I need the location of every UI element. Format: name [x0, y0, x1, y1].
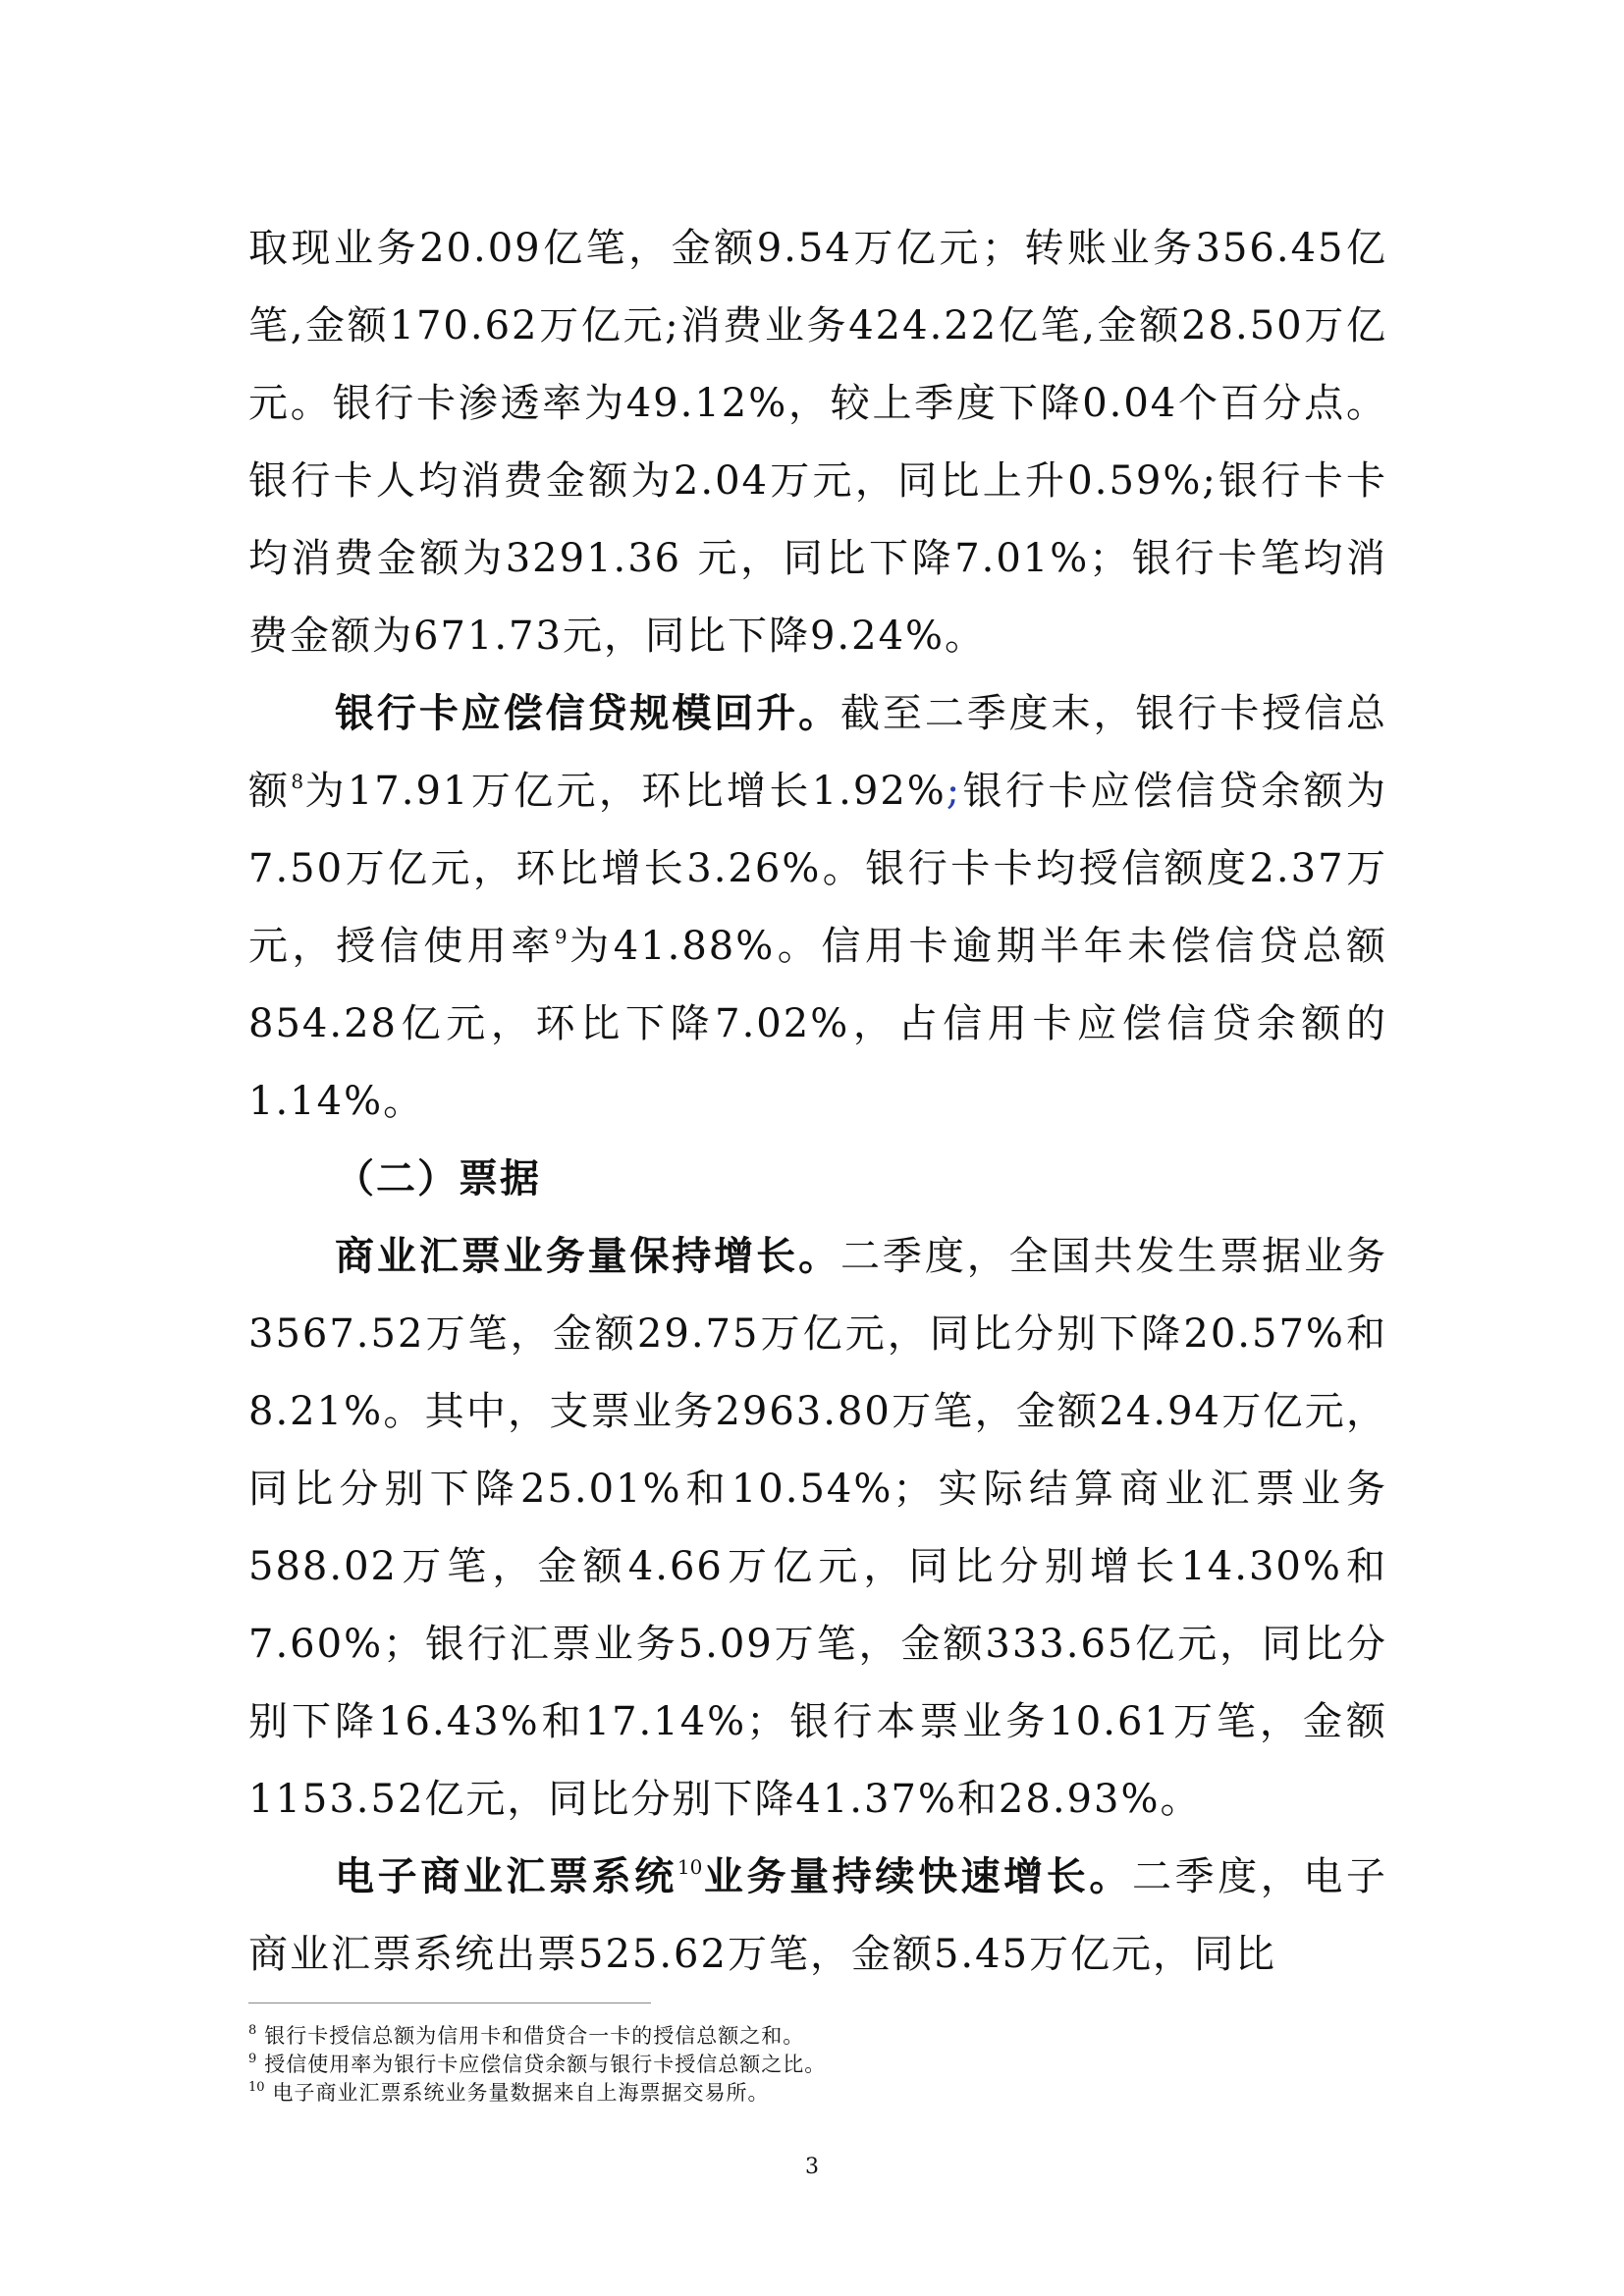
footnote-10 [248, 2079, 1387, 2108]
footnotes [248, 2022, 1387, 2108]
footnote-number: 9 [248, 2052, 257, 2066]
footnote-ref-9[interactable]: 9 [554, 925, 568, 948]
footnote-text: 银行卡授信总额为信用卡和借贷合一卡的授信总额之和。 [264, 2024, 805, 2048]
footnote-number: 8 [248, 2023, 257, 2038]
footnote-number: 10 [248, 2080, 265, 2095]
footnote-9 [248, 2051, 1387, 2079]
paragraph-commercial-bills [248, 1218, 1387, 1839]
paragraph-lead: 银行卡应偿信贷规模回升。 [335, 691, 840, 736]
footnote-8 [248, 2022, 1387, 2051]
paragraph-electronic-bills [248, 1839, 1387, 1994]
paragraph-text: 二季度，电子商业汇票系统出票525.62万笔，金额5.45万亿元，同比 [248, 1854, 1388, 1977]
section-heading: （二）票据 [335, 1156, 541, 1201]
page-number: 3 [805, 2155, 819, 2179]
paragraph-credit-scale [248, 675, 1387, 1141]
footnote-text: 授信使用率为银行卡应偿信贷余额与银行卡授信总额之比。 [264, 2053, 827, 2076]
footnote-divider [248, 2002, 651, 2003]
paragraph-text: 二季度，全国共发生票据业务3567.52万笔，金额29.75万亿元，同比分别下降20.57%和8.21%。其中，支票业务2963.80万笔，金额24.94万亿元，同比分别下降25.01%和10.54%；实际结算商业汇票业务588.02万笔，金额4.66万亿元，同比分别增长14.30%和7.60%；银行汇票业务5.09万笔，金额333.65亿元，同比分别下降16.43%和17.14%；银行本票业务10.61万笔，金额1153.52亿元，同比分别下降41.37%和28.93%。 [248, 1234, 1387, 1822]
paragraph-bank-card-transactions [248, 210, 1387, 675]
paragraph-text: 取现业务20.09亿笔，金额9.54万亿元；转账业务356.45亿笔,金额170.62万亿元;消费业务424.22亿笔,金额28.50万亿元。银行卡渗透率为49.12%，较上季度下降0.04个百分点。银行卡人均消费金额为2.04万元，同比上升0.59%;银行卡卡均消费金额为3291.36 元，同比下降7.01%；银行卡笔均消费金额为671.73元，同比下降9.24%。 [248, 226, 1387, 659]
paragraph-lead: 业务量持续快速增长。 [702, 1854, 1132, 1899]
body-text [248, 210, 1387, 1994]
paragraph-text: 截至二季度末，银行卡授信总额 [248, 691, 1387, 814]
paragraph-punctuation: ; [946, 769, 962, 814]
paragraph-text: 为17.91万亿元，环比增长1.92% [303, 769, 947, 814]
paragraph-text: 银行卡应偿信贷余额为7.50万亿元，环比增长3.26%。银行卡卡均授信额度2.37万元，授信使用率 [248, 769, 1388, 969]
paragraph-lead: 电子商业汇票系统 [335, 1854, 677, 1899]
paragraph-lead: 商业汇票业务量保持增长。 [335, 1234, 840, 1279]
footnote-ref-8[interactable]: 8 [291, 770, 304, 793]
footnote-text: 电子商业汇票系统业务量数据来自上海票据交易所。 [272, 2081, 770, 2105]
footnote-ref-10[interactable]: 10 [677, 1855, 703, 1879]
paragraph-text: 为41.88%。信用卡逾期半年未偿信贷总额854.28亿元，环比下降7.02%，占信用卡应偿信贷余额的1.14%。 [248, 924, 1388, 1124]
